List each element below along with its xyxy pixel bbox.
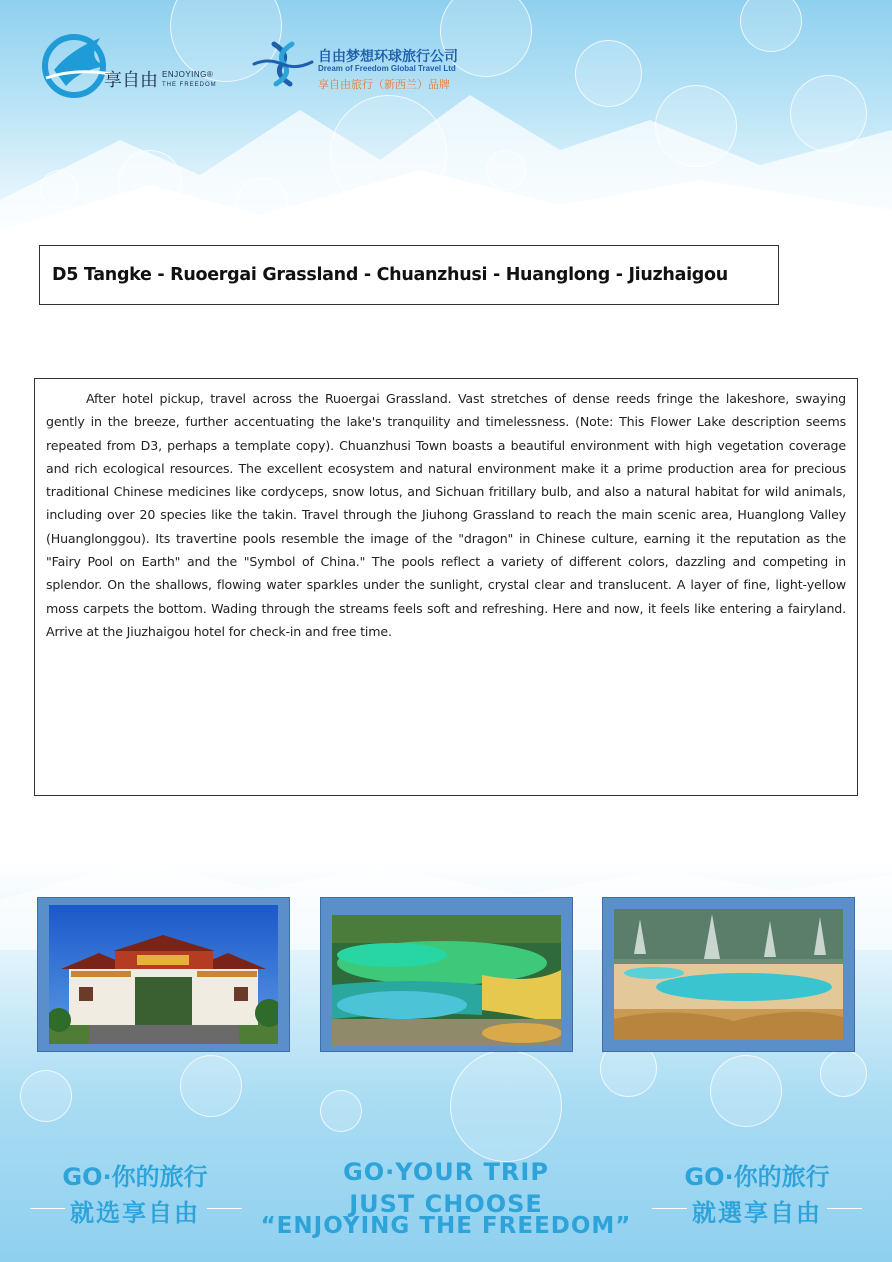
bubble-decoration	[575, 40, 642, 107]
bubble-decoration	[118, 150, 182, 214]
company-chinese-name: 自由梦想环球旅行公司	[318, 49, 458, 65]
photo-frame-pools	[320, 897, 573, 1052]
huanglong-pools-photo	[614, 909, 843, 1040]
bubble-decoration	[320, 1090, 362, 1132]
photo-frame-huanglong	[602, 897, 855, 1052]
bubble-decoration	[180, 1055, 242, 1117]
slogan-left-line2: 就选享自由	[70, 1199, 200, 1227]
slogan-center-line3: “ENJOYING THE FREEDOM”	[260, 1213, 632, 1239]
company-english-name: Dream of Freedom Global Travel Ltd	[318, 64, 456, 73]
day-title-box	[39, 245, 779, 305]
logo-chinese-name: 享自由	[104, 70, 158, 91]
bubble-decoration	[820, 1050, 867, 1097]
bubble-decoration	[486, 150, 526, 190]
day-title: D5 Tangke - Ruoergai Grassland - Chuanzhusi - Huanglong - Jiuzhaigou	[52, 265, 728, 285]
bubble-decoration	[790, 75, 867, 152]
bubble-decoration	[330, 95, 447, 212]
bubble-decoration	[20, 1070, 72, 1122]
bubble-decoration	[655, 85, 737, 167]
decorative-rule	[827, 1208, 862, 1209]
slogan-right-line2: 就選享自由	[692, 1199, 822, 1227]
day-description-box	[34, 378, 858, 796]
bubble-decoration	[450, 1050, 562, 1162]
tangke-gate-photo	[49, 905, 278, 1044]
bubble-decoration	[40, 170, 78, 208]
decorative-rule	[207, 1208, 242, 1209]
company-brand-subtitle: 享自由旅行（新西兰）品牌	[318, 78, 450, 91]
logo-english-bottom: THE FREEDOM	[162, 82, 217, 88]
photo-frame-gate	[37, 897, 290, 1052]
slogan-center-line1: GO·YOUR TRIP	[343, 1158, 549, 1186]
logo-english-top: ENJOYING®	[162, 70, 214, 79]
slogan-right-line1: GO·你的旅行	[684, 1163, 830, 1191]
travertine-pools-photo	[332, 915, 561, 1046]
dream-of-freedom-logo	[252, 38, 314, 88]
day-description: After hotel pickup, travel across the Ruoergai Grassland. Vast stretches of dense reeds fringe the lakeshore, swaying gently in the breeze, further accentuating the lake's tranquility and timelessness. (Note: This Flower Lake description seems repeated from D3, perhaps a template copy). Chuanzhusi Town boasts a beautiful environment with high vegetation coverage and rich ecological resources. The excellent ecosystem and natural environment make it a prime production area for precious traditional Chinese medicines like cordyceps, snow lotus, and Sichuan fritillary bulb, and also a natural habitat for wild animals, including over 20 species like the takin. Travel through the Jiuhong Grassland to reach the main scenic area, Huanglong Valley (Huanglonggou). Its travertine pools resemble the image of the "dragon" in Chinese culture, earning it the reputation as the "Fairy Pool on Earth" and the "Symbol of China." The pools reflect a variety of different colors, dazzling and competing in splendor. On the shallows, flowing water sparkles under the sunlight, crystal clear and translucent. A layer of fine, light-yellow moss carpets the bottom. Wading through the streams feels soft and refreshing. Here and now, it feels like entering a fairyland. Arrive at the Jiuzhaigou hotel for check-in and free time.	[46, 391, 846, 639]
slogan-left-line1: GO·你的旅行	[62, 1163, 208, 1191]
slogan-center-line2: JUST CHOOSE	[349, 1190, 543, 1218]
bubble-decoration	[236, 178, 288, 230]
bubble-decoration	[710, 1055, 782, 1127]
